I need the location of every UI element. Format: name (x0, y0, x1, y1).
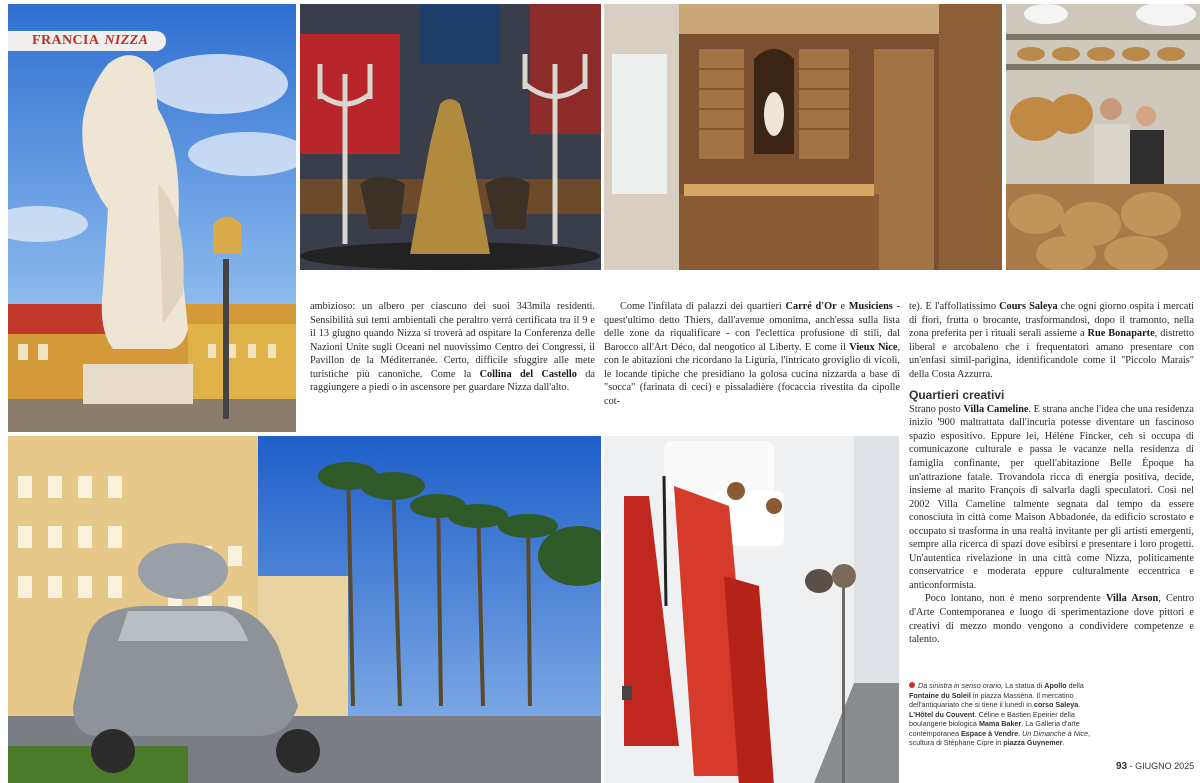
caption-text-6: . La Galleria d'arte contemporanea (909, 719, 1080, 738)
folio-separator: - (1127, 761, 1136, 771)
caption-bold-fontaine: Fontaine du Soleil (909, 690, 971, 700)
col1-bold-collina: Collina del Castello (479, 368, 577, 380)
photo-hotel-du-couvent (604, 4, 1002, 270)
col3-p3-text-1: Poco lontano, non è meno sorprendente (925, 593, 1106, 605)
caption-text-7: . (1018, 728, 1023, 738)
photo-antique-candlesticks (300, 4, 601, 270)
paragraph-villa-arson (909, 592, 1194, 646)
text-column-1 (310, 300, 595, 395)
col3-bold-villa-arson: Villa Arson (1105, 593, 1159, 605)
subhead-quartieri-creativi: Quartieri creativi (909, 388, 1005, 403)
col2-text-4: , con le abitazioni che ricordano la Liguria, l'intricato groviglio di vicoli, le locande tipiche che presidiano la golosa cucina nizzarda a base di "socca" (farinata di ceci) e pissaladière (focaccia rivestita da cipolle cot- (604, 341, 901, 407)
caption-text-9: . (1062, 738, 1065, 747)
issue-date: GIUGNO 2025 (1135, 761, 1195, 771)
caption-bold-espace: Espace à Vendre (960, 728, 1019, 738)
section-label (8, 31, 166, 51)
col1-text: ambizioso: un albero per ciascuno dei suoi 343mila residenti. Sensibilità sui temi ambientali che peraltro verrà certificata tra il 9 e il 13 giugno quando Nizza si troverà ad ospitare la Conferenza delle Nazioni Unite sugli Oceani nel nuovissimo Centro dei Congressi, il Pavillon de la Méditerranée. Certo, difficile sfuggire alle mete turistiche più canoniche. Come la (310, 301, 595, 380)
col2-bold-carre: Carré d'Or (785, 301, 837, 312)
col2-bold-musiciens: Musiciens (848, 301, 893, 312)
caption-bold-apollo: Apollo (1044, 681, 1067, 690)
caption-text-4: . (1078, 700, 1081, 709)
caption-text-3: in piazza Masséna. Il mercatino dell'antiquariato che si tiene il lunedì in (909, 690, 1074, 709)
section-city: NIZZA (104, 33, 149, 48)
photo-caption (909, 681, 1095, 748)
col2-text-1: Come l'infilata di palazzi dei quartieri (620, 301, 786, 312)
caption-bold-guynemer: piazza Guynemer (1003, 738, 1063, 747)
photo-apollo-statue (8, 4, 296, 432)
col3-bold-cours-saleya: Cours Saleya (999, 301, 1058, 312)
caption-italic-1: Da sinistra in senso orario, (918, 681, 1004, 690)
photo-fiat-sculpture (8, 436, 601, 783)
paragraph-1 (310, 300, 595, 395)
text-column-2 (604, 300, 900, 408)
col3-p2-text-2: . E strana anche l'idea che una residenza inizio '900 maltrattata dall'incuria potesse diventare un fascinoso spazio espositivo. Eppure lei, Hélène Fincker, ceh si occupa di comunicazone culturale e passa le vacanze nella residenza di famiglia confinante, per quell'abitazione Belle Époque ha un'attrazione fatale. Trovandola ricca di energia positiva, decide, insieme al marito François di salvarla dagli speculatori. Così nel 2002 Villa Cameline talmente segnata dal tempo da essere conosciuta in città come Maison Abbadonée, da edificio scrostato e occupato si trasforma in una realtà invitante per gli artisti emergenti, sempre alla ricerca di spazi dove esibirsi e presentare i loro progetti. Un'autentica rivelazione in una città come Nizza, politicamente conservatrice e moderata eppure culturalmente eccentrica e anticonformista. (909, 403, 1194, 591)
paragraph-villa-cameline (909, 403, 1194, 593)
col2-text-3: - quest'ultimo detto Thiers, dall'avenue omonima, anch'essa sulla lista delle zone da riqualificare - con l'eclettica profusione di stili, dal Barocco all'Art Déco, dal neogotico al Liberty. E come il (604, 301, 900, 353)
col3-bold-villa-cameline: Villa Cameline (963, 403, 1029, 415)
col3-p2-text-1: Strano posto (909, 403, 964, 415)
caption-bold-hotel: L'Hôtel du Couvent (909, 709, 975, 719)
col3-p3-text-2: , Centro d'Arte Contemporanea e luogo di sperimentazione dove pittori e creativi di mezzo mondo vengono a condividere competenze e talento. (909, 593, 1194, 646)
caption-bold-mama-baker: Mama Baker (978, 719, 1022, 728)
photo-espace-a-vendre-gallery (604, 436, 899, 783)
caption-bullet-icon (909, 682, 915, 688)
caption-italic-2: Un Dimanche à Nice (1022, 728, 1089, 738)
col2-bold-vieux-nice: Vieux Nice (849, 341, 898, 353)
col3-text-3: , distretto liberal e arcobaleno che i frequentatori amano presentare con un'enfasi simil-parigina, identificandole come il "Piccolo Marais" della Costa Azzurra. (909, 328, 1194, 380)
photo-mama-baker (1006, 4, 1200, 270)
caption-bold-corso-saleya: corso Saleya (1033, 700, 1079, 709)
col2-text-2: e (836, 301, 849, 312)
col1-text-2: da raggiungere a piedi o in ascensore per guardare Nizza dall'alto. (310, 368, 596, 394)
page-number: 93 (1116, 761, 1128, 772)
col3-text-1: te). E l'affollatissimo (909, 301, 1000, 312)
caption-text-8: , scultura di Stéphane Cipre in (909, 728, 1091, 747)
col3-bold-rue-bonaparte: Rue Bonaparte (1087, 328, 1155, 340)
paragraph-2 (604, 300, 900, 408)
paragraph-3 (909, 300, 1194, 381)
section-country: FRANCIA (32, 33, 100, 48)
caption-text-2: della (1066, 681, 1084, 690)
page-folio (1116, 761, 1194, 772)
caption-text-5: . Céline e Bastien Epeirier della boulangerie biologica (909, 709, 1075, 728)
text-column-3 (909, 300, 1194, 647)
caption-text-1: La statua di (1003, 681, 1045, 690)
col3-text-2: che ogni giorno ospita i mercati di fiori, frutta o brocante, trasformandosi, dopo il tramonto, nella zona preferita per i rituali serali assieme a (909, 301, 1194, 340)
